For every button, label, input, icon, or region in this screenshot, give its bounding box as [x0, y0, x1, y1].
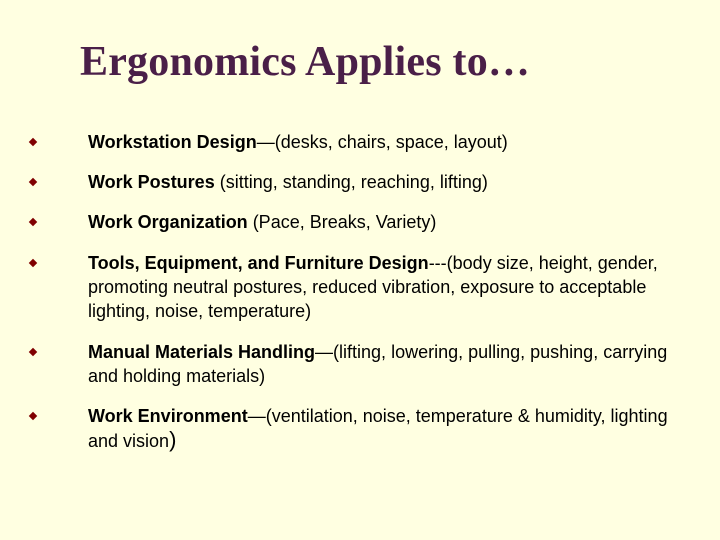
item-bold-label: Work Organization — [88, 212, 248, 232]
item-description: (sitting, standing, reaching, lifting) — [214, 172, 488, 192]
item-bold-label: Manual Materials Handling — [88, 342, 316, 362]
list-item-text — [88, 210, 678, 234]
item-description: —(lifting, lowering, pulling, pushing, carrying and holding materials) — [88, 342, 668, 386]
list-item — [30, 340, 680, 388]
list-item-text — [88, 340, 678, 388]
list-item — [30, 210, 680, 234]
item-bold-label: Workstation Design — [88, 132, 257, 152]
item-description: —(ventilation, noise, temperature & humidity, lighting and vision — [88, 406, 668, 451]
item-description: —(desks, chairs, space, layout) — [256, 132, 508, 152]
bullet-diamond-icon — [29, 178, 37, 186]
slide-title: Ergonomics Applies to… — [80, 39, 531, 85]
list-item — [30, 170, 680, 194]
closing-paren: ) — [169, 427, 177, 452]
item-description: (Pace, Breaks, Variety) — [247, 212, 437, 232]
list-item-text — [88, 251, 678, 323]
item-bold-label: Work Environment — [88, 406, 248, 426]
list-item — [30, 251, 680, 323]
bullet-diamond-icon — [29, 412, 37, 420]
list-item-text — [88, 170, 678, 194]
list-item-text — [88, 130, 678, 154]
item-bold-label: Work Postures — [88, 172, 215, 192]
list-item — [30, 130, 680, 154]
item-bold-label: Tools, Equipment, and Furniture Design — [88, 253, 429, 273]
bullet-diamond-icon — [29, 138, 37, 146]
list-item-text — [88, 404, 678, 453]
item-description: ---(body size, height, gender, promoting neutral postures, reduced vibration, exposure to acceptable lighting, noise, temperature) — [88, 253, 658, 321]
bullet-diamond-icon — [29, 348, 37, 356]
list-item — [30, 404, 680, 453]
bullet-diamond-icon — [29, 218, 37, 226]
bullet-diamond-icon — [29, 259, 37, 267]
